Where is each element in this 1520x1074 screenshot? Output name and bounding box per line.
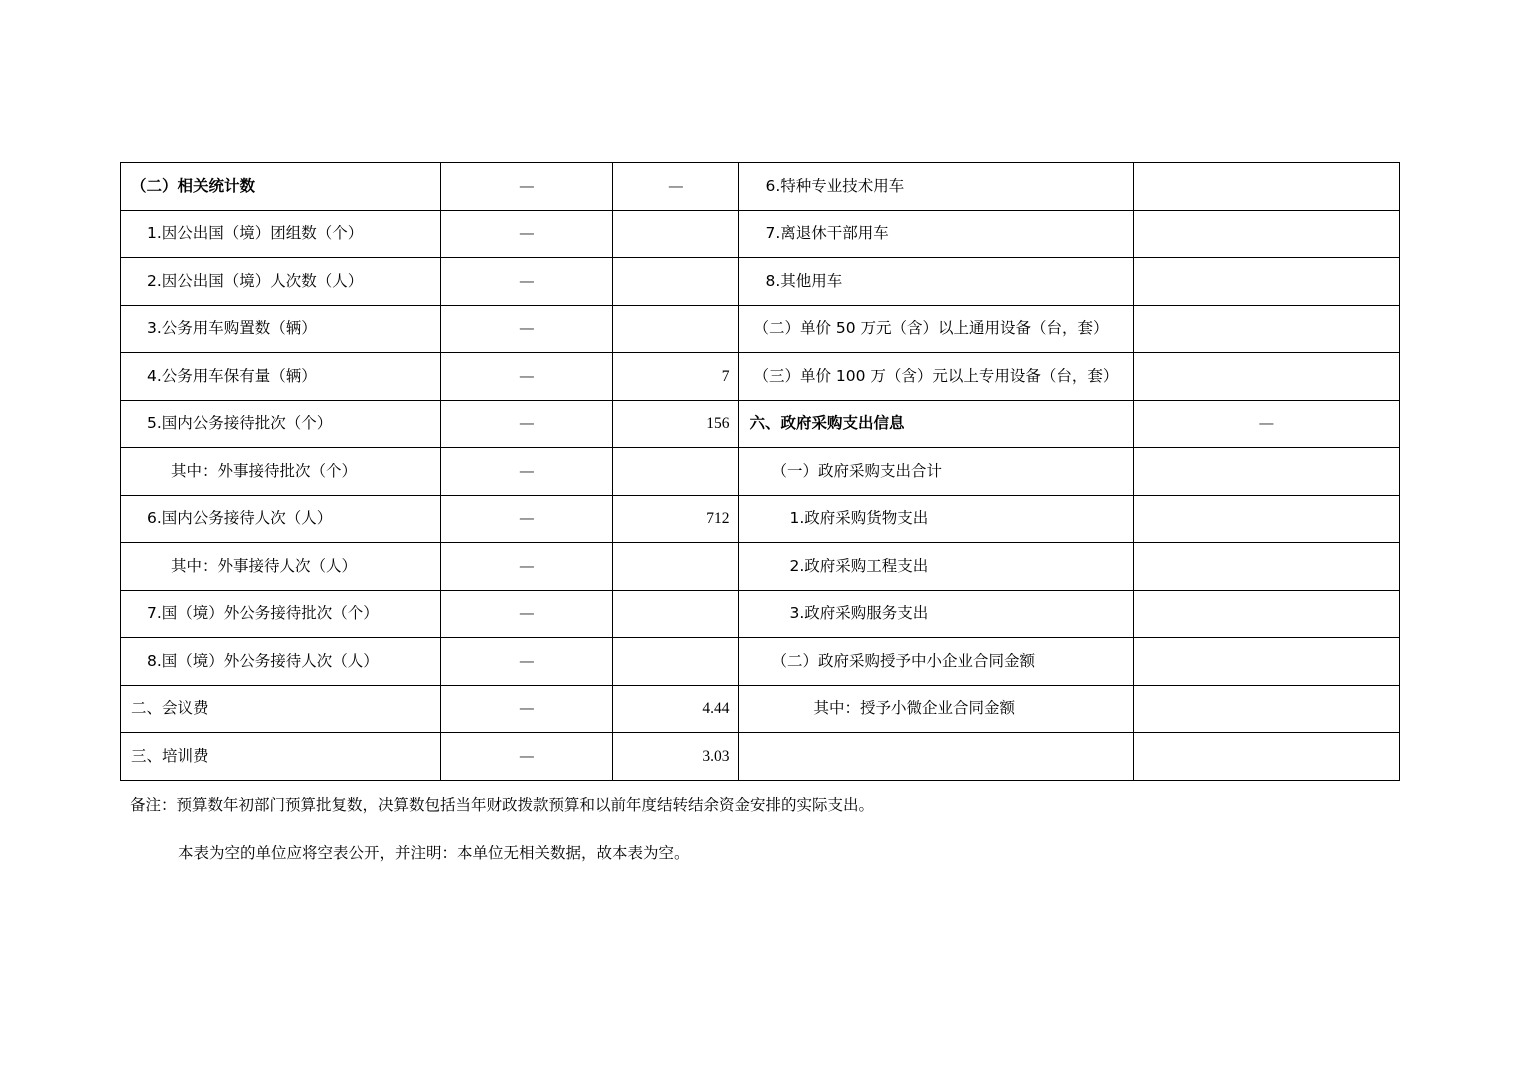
actual-cell <box>613 448 739 496</box>
right-value <box>1133 210 1399 258</box>
actual-cell <box>613 590 739 638</box>
right-label: （二）政府采购授予中小企业合同金额 <box>739 638 1133 686</box>
right-label: 六、政府采购支出信息 <box>739 400 1133 448</box>
actual-cell: 3.03 <box>613 733 739 781</box>
row-label: 6.国内公务接待人次（人） <box>121 495 441 543</box>
budget-cell: — <box>441 495 613 543</box>
row-label: 3.公务用车购置数（辆） <box>121 305 441 353</box>
row-label: 1.因公出国（境）团组数（个） <box>121 210 441 258</box>
right-label: 7.离退休干部用车 <box>739 210 1133 258</box>
budget-cell: — <box>441 685 613 733</box>
actual-cell: 4.44 <box>613 685 739 733</box>
table-row <box>121 353 1400 401</box>
budget-cell: — <box>441 258 613 306</box>
right-label: 3.政府采购服务支出 <box>739 590 1133 638</box>
right-value <box>1133 543 1399 591</box>
actual-cell: 712 <box>613 495 739 543</box>
footnote-empty-table: 本表为空的单位应将空表公开，并注明：本单位无相关数据，故本表为空。 <box>178 844 690 862</box>
table-row <box>121 448 1400 496</box>
row-label: 5.国内公务接待批次（个） <box>121 400 441 448</box>
right-value <box>1133 495 1399 543</box>
table-row <box>121 400 1400 448</box>
actual-cell: 156 <box>613 400 739 448</box>
row-label: 8.国（境）外公务接待人次（人） <box>121 638 441 686</box>
right-value <box>1133 590 1399 638</box>
table-row <box>121 495 1400 543</box>
table-row <box>121 638 1400 686</box>
table-row <box>121 733 1400 781</box>
row-label: 7.国（境）外公务接待批次（个） <box>121 590 441 638</box>
actual-cell <box>613 543 739 591</box>
row-label: 4.公务用车保有量（辆） <box>121 353 441 401</box>
right-label <box>739 733 1133 781</box>
actual-cell <box>613 258 739 306</box>
actual-cell: 7 <box>613 353 739 401</box>
right-label: （一）政府采购支出合计 <box>739 448 1133 496</box>
right-label: （二）单价 50 万元（含）以上通用设备（台，套） <box>739 305 1133 353</box>
table-row <box>121 258 1400 306</box>
right-label: 8.其他用车 <box>739 258 1133 306</box>
right-value <box>1133 305 1399 353</box>
budget-cell: — <box>441 733 613 781</box>
right-label: 6.特种专业技术用车 <box>739 163 1133 211</box>
table-row <box>121 685 1400 733</box>
actual-cell <box>613 210 739 258</box>
budget-cell: — <box>441 590 613 638</box>
table-row <box>121 590 1400 638</box>
actual-cell <box>613 638 739 686</box>
right-label: 其中：授予小微企业合同金额 <box>739 685 1133 733</box>
row-label: 二、会议费 <box>121 685 441 733</box>
row-label: （二）相关统计数 <box>121 163 441 211</box>
actual-cell: — <box>613 163 739 211</box>
budget-cell: — <box>441 543 613 591</box>
row-label: 三、培训费 <box>121 733 441 781</box>
right-label: 2.政府采购工程支出 <box>739 543 1133 591</box>
right-value <box>1133 353 1399 401</box>
row-label: 其中：外事接待批次（个） <box>121 448 441 496</box>
right-value: — <box>1133 400 1399 448</box>
right-value <box>1133 448 1399 496</box>
budget-cell: — <box>441 638 613 686</box>
row-label: 2.因公出国（境）人次数（人） <box>121 258 441 306</box>
right-value <box>1133 163 1399 211</box>
table-row <box>121 543 1400 591</box>
right-value <box>1133 638 1399 686</box>
right-value <box>1133 733 1399 781</box>
budget-cell: — <box>441 210 613 258</box>
footnote-remark: 备注：预算数年初部门预算批复数，决算数包括当年财政拨款预算和以前年度结转结余资金安排的实际支出。 <box>130 796 875 814</box>
actual-cell <box>613 305 739 353</box>
budget-cell: — <box>441 305 613 353</box>
statistics-table <box>120 162 1400 781</box>
right-label: （三）单价 100 万（含）元以上专用设备（台，套） <box>739 353 1133 401</box>
budget-cell: — <box>441 448 613 496</box>
table-row <box>121 163 1400 211</box>
row-label: 其中：外事接待人次（人） <box>121 543 441 591</box>
table-row <box>121 305 1400 353</box>
table-row <box>121 210 1400 258</box>
right-value <box>1133 258 1399 306</box>
right-label: 1.政府采购货物支出 <box>739 495 1133 543</box>
right-value <box>1133 685 1399 733</box>
budget-cell: — <box>441 400 613 448</box>
budget-cell: — <box>441 353 613 401</box>
budget-cell: — <box>441 163 613 211</box>
